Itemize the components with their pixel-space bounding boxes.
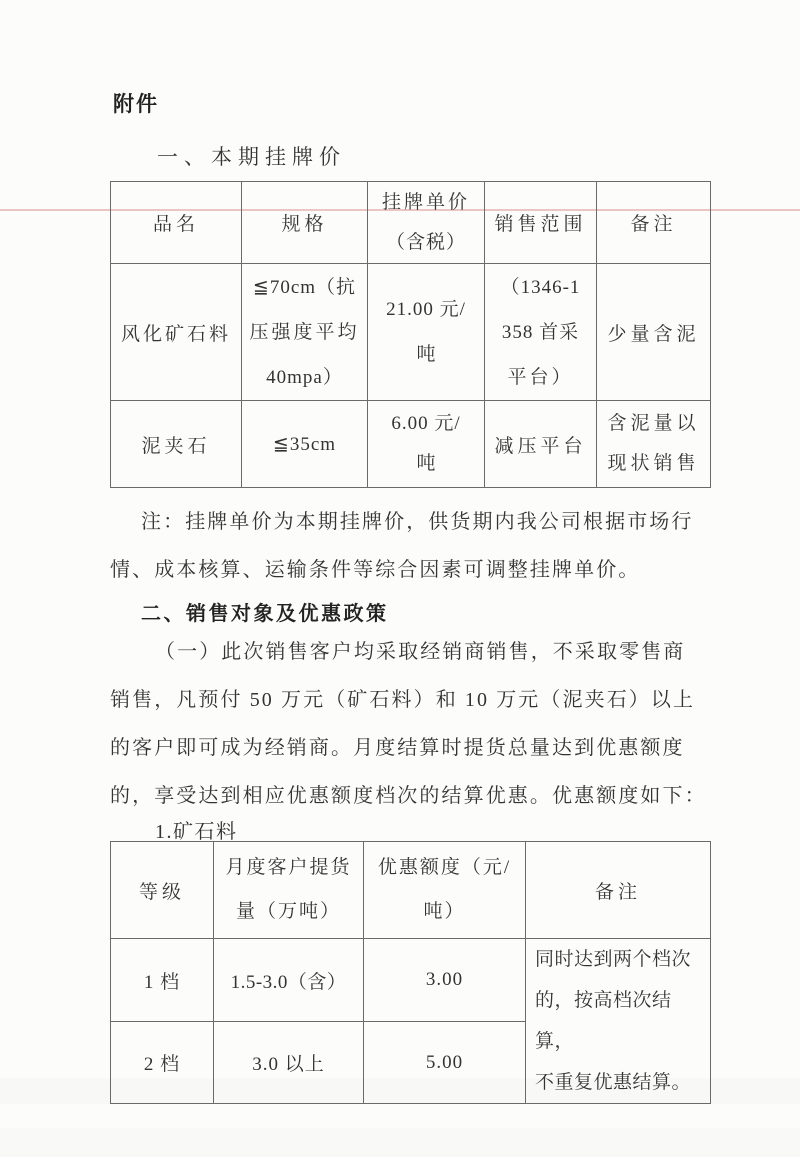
price-table-row-weathered-ore	[111, 264, 711, 401]
subsection-ore-heading: 1.矿石料	[155, 821, 238, 843]
sales-policy-paragraph	[110, 628, 714, 820]
discount-header-remark	[526, 842, 711, 939]
price-header-unit-price	[368, 182, 485, 264]
cell-line: ≦70cm（抗	[252, 276, 357, 298]
cell-line: 6.00 元/	[391, 413, 461, 434]
cell-discount	[364, 1022, 526, 1104]
price-note	[110, 498, 714, 594]
paragraph-line-4: 的，享受达到相应优惠额度档次的结算优惠。优惠额度如下：	[110, 785, 707, 807]
cell-line: ≦35cm	[272, 433, 337, 455]
cell-line: 358 首采	[501, 321, 580, 343]
cell-line: 40mpa）	[266, 366, 343, 388]
scan-band-artifact	[0, 1128, 800, 1157]
cell-volume	[214, 1022, 364, 1104]
cell-line: 挂牌单价	[381, 191, 470, 213]
discount-header-grade	[111, 842, 214, 939]
cell-line: 吨	[416, 453, 436, 474]
cell-line: 备注	[594, 881, 641, 903]
cell-line: 1 档	[143, 971, 181, 993]
cell-line: （1346-1	[500, 276, 581, 298]
cell-line: 泥夹石	[141, 435, 211, 457]
price-header-product	[111, 182, 242, 264]
cell-grade	[111, 1022, 214, 1104]
cell-line: 减压平台	[494, 435, 587, 457]
cell-product-name	[111, 401, 242, 488]
cell-line: 销售范围	[494, 214, 587, 235]
cell-remark	[597, 401, 711, 488]
cell-line: 等级	[138, 881, 185, 903]
paragraph-line-2: 销售，凡预付 50 万元（矿石料）和 10 万元（泥夹石）以上	[110, 689, 696, 711]
cell-line: 优惠额度（元/	[377, 857, 512, 878]
cell-spec	[242, 401, 368, 488]
cell-line: 的，按高档次结算，	[535, 990, 672, 1052]
cell-line: 风化矿石料	[120, 323, 231, 345]
cell-grade	[111, 939, 214, 1022]
cell-discount	[364, 939, 526, 1022]
price-header-remark	[597, 182, 711, 264]
cell-line: 5.00	[425, 1051, 464, 1073]
cell-line: 不重复优惠结算。	[535, 1072, 692, 1093]
cell-unit-price	[368, 401, 485, 488]
cell-line: 含泥量以	[607, 413, 700, 434]
paragraph-line-3: 的客户即可成为经销商。月度结算时提货总量达到优惠额度	[110, 737, 685, 759]
cell-sales-scope	[485, 401, 597, 488]
price-table-row-mudstone	[111, 401, 711, 488]
paragraph-line-1: （一）此次销售客户均采取经销商销售，不采取零售商	[155, 641, 686, 663]
cell-unit-price	[368, 264, 485, 401]
cell-line: 备注	[630, 214, 677, 235]
cell-spec	[242, 264, 368, 401]
cell-line: 量（万吨）	[235, 901, 341, 922]
cell-line: 3.0 以上	[252, 1054, 325, 1076]
discount-header-amount	[364, 842, 526, 939]
price-note-line-1: 注：挂牌单价为本期挂牌价，供货期内我公司根据市场行	[141, 511, 694, 533]
price-header-sales-scope	[485, 182, 597, 264]
cell-line: 2 档	[143, 1054, 181, 1076]
cell-line: 品名	[152, 214, 199, 235]
cell-line: （含税）	[385, 231, 466, 253]
cell-line: 1.5-3.0（含）	[230, 971, 347, 993]
cell-line: 月度客户提货	[225, 857, 352, 878]
price-note-line-2: 情、成本核算、运输条件等综合因素可调整挂牌单价。	[110, 559, 641, 581]
cell-line: 平台）	[507, 366, 574, 388]
cell-line: 吨	[416, 344, 436, 365]
cell-line: 同时达到两个档次	[535, 949, 692, 970]
cell-line: 吨）	[423, 901, 466, 922]
cell-remark	[597, 264, 711, 401]
discount-row-tier1	[111, 939, 711, 1022]
cell-line: 规格	[281, 214, 328, 235]
cell-sales-scope	[485, 264, 597, 401]
discount-table	[110, 841, 711, 1104]
price-table	[110, 181, 711, 488]
cell-line: 3.00	[425, 969, 464, 991]
price-header-spec	[242, 182, 368, 264]
attachment-label: 附件	[113, 92, 159, 116]
cell-volume	[214, 939, 364, 1022]
section-one-heading: 一、本期挂牌价	[157, 145, 346, 169]
cell-line: 少量含泥	[607, 323, 700, 345]
cell-line: 压强度平均	[249, 321, 360, 343]
discount-remark-merged-cell	[526, 939, 711, 1104]
discount-header-volume	[214, 842, 364, 939]
section-two-heading: 二、销售对象及优惠政策	[141, 603, 389, 625]
price-table-header-row	[111, 182, 711, 264]
cell-line: 21.00 元/	[386, 299, 466, 320]
discount-table-header-row	[111, 842, 711, 939]
cell-line: 现状销售	[607, 453, 700, 474]
cell-product-name	[111, 264, 242, 401]
